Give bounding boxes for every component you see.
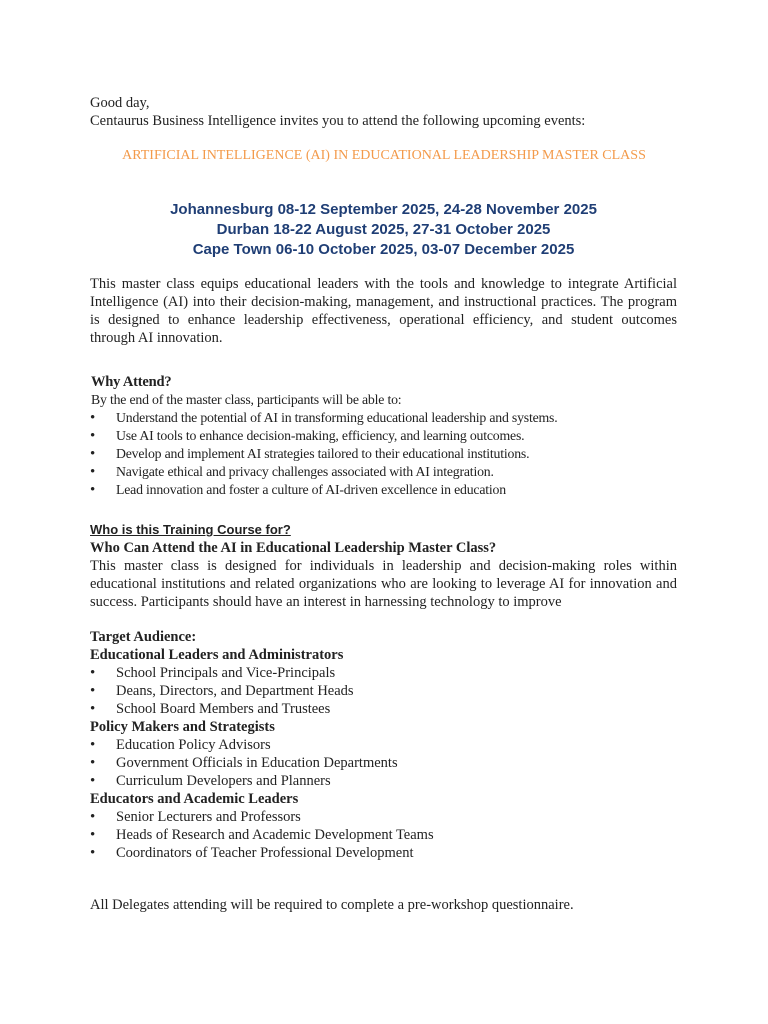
why-attend-heading: Why Attend? <box>91 374 172 390</box>
who-text: This master class is designed for individuals in leadership and decision-making roles within educational institutions and related organizations who are looking to leverage AI for innovation and success. Participants should have an interest in harnessing technology to improve <box>90 558 677 610</box>
list-item: • Heads of Research and Academic Development Teams <box>90 826 677 844</box>
list-item: • Use AI tools to enhance decision-making, efficiency, and learning outcomes. <box>90 427 678 445</box>
list-item: • Understand the potential of AI in transforming educational leadership and systems. <box>90 409 678 427</box>
why-attend-intro: By the end of the master class, participants will be able to: <box>91 392 402 407</box>
list-item: • Curriculum Developers and Planners <box>90 772 677 790</box>
audience-group-list <box>90 736 677 790</box>
target-audience-heading: Target Audience: <box>90 629 197 645</box>
audience-group-title: Policy Makers and Strategists <box>90 719 275 735</box>
who-section <box>90 521 677 611</box>
footer-note: All Delegates attending will be required to complete a pre-workshop questionnaire. <box>90 897 574 913</box>
who-subheading: Who Can Attend the AI in Educational Leadership Master Class? <box>90 540 497 556</box>
course-title: ARTIFICIAL INTELLIGENCE (AI) IN EDUCATIONAL LEADERSHIP MASTER CLASS <box>122 148 646 163</box>
list-item: • Senior Lecturers and Professors <box>90 808 677 826</box>
list-item: • School Principals and Vice-Principals <box>90 664 677 682</box>
list-item: • Develop and implement AI strategies tailored to their educational institutions. <box>90 445 678 463</box>
list-item: • Education Policy Advisors <box>90 736 677 754</box>
why-attend-section <box>91 373 678 499</box>
list-item: • Lead innovation and foster a culture of AI-driven excellence in education <box>90 481 678 499</box>
why-attend-list <box>90 409 678 499</box>
location-cape-town: Cape Town 06-10 October 2025, 03-07 December 2025 <box>192 241 575 258</box>
list-item: • Navigate ethical and privacy challenges associated with AI integration. <box>90 463 678 481</box>
list-item: • School Board Members and Trustees <box>90 700 677 718</box>
location-durban: Durban 18-22 August 2025, 27-31 October 2025 <box>216 221 551 238</box>
list-item: • Deans, Directors, and Department Heads <box>90 682 677 700</box>
location-johannesburg: Johannesburg 08-12 September 2025, 24-28 November 2025 <box>170 201 597 218</box>
greeting: Good day, <box>90 95 150 111</box>
audience-group-list <box>90 664 677 718</box>
target-audience-section <box>90 628 677 862</box>
list-item: • Government Officials in Education Departments <box>90 754 677 772</box>
audience-group-list <box>90 808 677 862</box>
audience-group-title: Educators and Academic Leaders <box>90 791 299 807</box>
list-item: • Coordinators of Teacher Professional Development <box>90 844 677 862</box>
intro-text: Centaurus Business Intelligence invites you to attend the following upcoming events: <box>90 113 586 129</box>
course-description: This master class equips educational leaders with the tools and knowledge to integrate Artificial Intelligence (AI) into their decision-making, management, and instructional practices. The program is designed to enhance leadership effectiveness, operational efficiency, and student outcomes through AI innovation. <box>90 276 677 346</box>
audience-group-title: Educational Leaders and Administrators <box>90 647 344 663</box>
who-heading: Who is this Training Course for? <box>90 522 291 537</box>
